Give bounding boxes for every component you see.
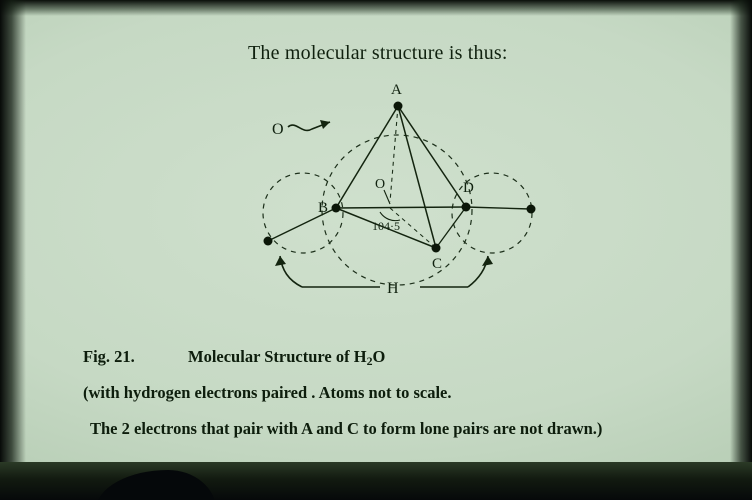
hydrogen-arrow-right <box>468 256 488 287</box>
electron-dot-left <box>264 237 273 246</box>
figure-title-suffix: O <box>372 347 386 366</box>
label-atom-a: A <box>391 82 402 98</box>
figure-title-subscript: 2 <box>366 353 373 368</box>
center-o-pointer <box>384 190 390 204</box>
label-lone-pair-o: O <box>272 121 284 138</box>
lone-pair-arrowhead <box>320 120 330 129</box>
label-hydrogen: H <box>387 280 399 297</box>
atom-dot-b <box>332 204 341 213</box>
edge-a-b <box>336 106 398 208</box>
atom-dot-a <box>394 102 403 111</box>
edge-a-c <box>398 106 436 248</box>
left-sphere-dashed-circle <box>263 173 343 253</box>
caption-note-line-1: (with hydrogen electrons paired . Atoms not to scale. <box>83 383 452 402</box>
screen-top-shadow <box>0 0 752 16</box>
figure-title-text: Molecular Structure of H <box>188 347 367 366</box>
edge-a-center-dashed <box>390 106 398 202</box>
label-center-o: O <box>375 177 386 192</box>
atom-dot-c <box>432 244 441 253</box>
molecular-structure-diagram <box>230 80 560 310</box>
slide-title-line: The molecular structure is thus: <box>248 42 508 64</box>
caption-note-line-2: The 2 electrons that pair with A and C to form lone pairs are not drawn.) <box>90 419 603 438</box>
edge-c-d <box>436 207 466 248</box>
figure-title <box>188 347 385 369</box>
label-bond-angle: 104·5 <box>372 219 400 233</box>
screen-right-shadow <box>730 0 752 500</box>
hydrogen-arrow-left-head <box>275 256 286 266</box>
electron-dot-right <box>527 205 536 214</box>
screen-left-shadow <box>0 0 26 500</box>
bond-d-outer-right <box>466 207 530 209</box>
label-atom-c: C <box>432 256 443 272</box>
atom-dot-d <box>462 203 471 212</box>
figure-number-label: Fig. 21. <box>83 347 135 366</box>
edge-b-d <box>336 207 466 208</box>
hydrogen-arrow-right-head <box>482 256 493 266</box>
central-sphere-dashed-circle <box>322 135 472 285</box>
label-atom-b: B <box>318 200 329 216</box>
label-atom-d: D <box>463 180 474 196</box>
edge-a-d <box>398 106 466 207</box>
diagram-svg <box>230 80 560 310</box>
